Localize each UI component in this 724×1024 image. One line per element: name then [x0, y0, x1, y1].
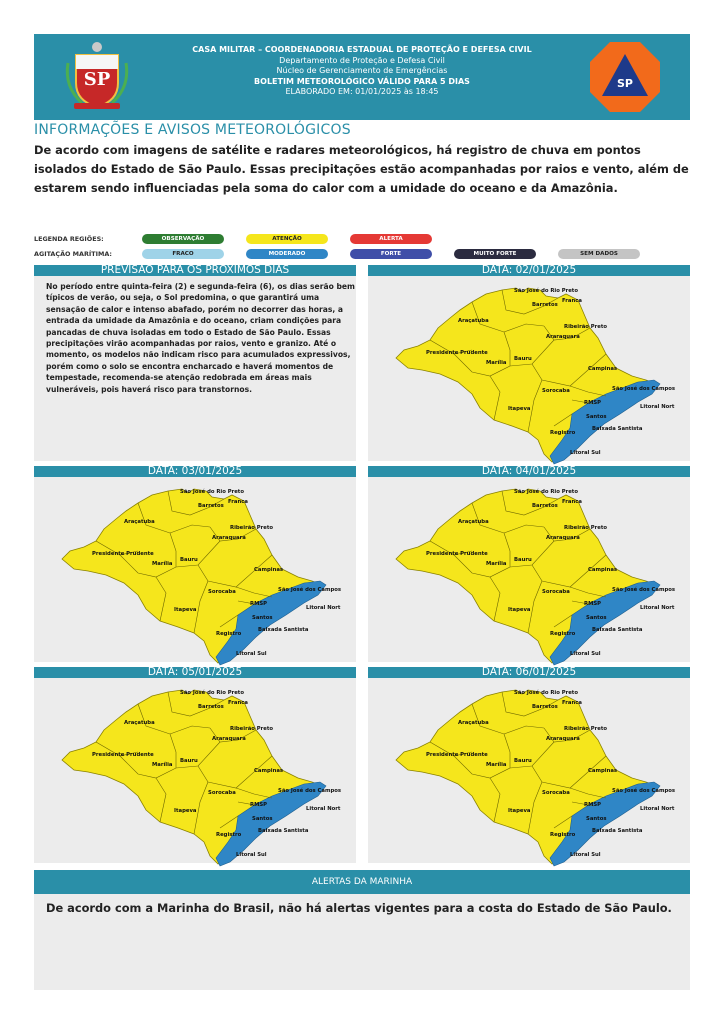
header-line-5: ELABORADO EM: 01/01/2025 às 18:45 [285, 87, 439, 96]
sp-map-day-3 [394, 481, 676, 666]
marinha-text: De acordo com a Marinha do Brasil, não há alertas vigentes para a costa do Estado de São Paulo. [46, 901, 672, 915]
map-label-araraquara: Araraquara [546, 535, 580, 541]
state-regions-fill [62, 489, 322, 663]
map-label-sorocaba: Sorocaba [208, 790, 236, 796]
map-label-registro: Registro [550, 430, 576, 436]
map-label-campinas: Campinas [588, 768, 618, 774]
sp-state-map-svg [394, 280, 676, 465]
map-label-aracatuba: Araçatuba [458, 519, 489, 525]
map-label-sjcampos: São José dos Campos [612, 788, 676, 794]
legend-muito-forte-pill: MUITO FORTE [454, 249, 536, 259]
legend-moderado-pill: MODERADO [246, 249, 328, 259]
map-label-sjcampos: São José dos Campos [612, 386, 676, 392]
map-label-aracatuba: Araçatuba [458, 318, 489, 324]
map-label-ribeirao: Ribeirão Preto [564, 324, 608, 330]
map-label-litnorte: Litoral Nort [640, 806, 675, 812]
map-label-campinas: Campinas [588, 366, 618, 372]
map-label-araraquara: Araraquara [212, 736, 246, 742]
map-label-bauru: Bauru [514, 557, 532, 563]
map-label-itapeva: Itapeva [174, 808, 197, 814]
map-label-pprudente: Presidente Prudente [426, 551, 488, 557]
map-date-bar-day-3: DATA: 04/01/2025 [368, 466, 690, 477]
forecast-title-bar: PREVISÃO PARA OS PRÓXIMOS DIAS [34, 265, 356, 276]
map-label-marilia: Marília [152, 762, 173, 768]
legend-sem-dados-pill: SEM DADOS [558, 249, 640, 259]
map-label-litsul: Litoral Sul [570, 651, 601, 657]
map-label-registro: Registro [550, 832, 576, 838]
legend-forte-pill: FORTE [350, 249, 432, 259]
forecast-text: No período entre quinta-feira (2) e segunda-feira (6), os dias serão bem típicos de verão, ou seja, o Sol predomina, o que garantirá uma sensação de calor e intenso abafado, porém no decorrer das horas, a entrada da umidade da Amazônia e do oceano, criam condições para pancadas de chuva isoladas em todo o Estado de São Paulo. Essas precipitações virão acompanhadas por raios, vento e granizo. Até o momento, os modelos não indicam risco para acumulados expressivos, porém como o solo se encontra encharcado e haverá momentos de tempestade, recomenda-se atenção redobrada em áreas mais vulneráveis, pois haverá risco para transtornos. [46, 282, 355, 394]
map-label-aracatuba: Araçatuba [124, 720, 155, 726]
header-line-4: BOLETIM METEOROLÓGICO VÁLIDO PARA 5 DIAS [254, 76, 470, 86]
map-label-bauru: Bauru [180, 758, 198, 764]
map-label-sjcampos: São José dos Campos [612, 587, 676, 593]
map-label-sjrp: São José do Rio Preto [514, 690, 578, 696]
map-label-santos: Santos [586, 414, 607, 420]
header-line-1: CASA MILITAR – COORDENADORIA ESTADUAL DE PROTEÇÃO E DEFESA CIVIL [192, 45, 532, 54]
map-label-ribeirao: Ribeirão Preto [230, 525, 274, 531]
legend-alerta-pill: ALERTA [350, 234, 432, 244]
legend-sea-label: AGITAÇÃO MARÍTIMA: [34, 250, 112, 258]
sp-map-day-2 [60, 481, 342, 666]
sp-map-day-1 [394, 280, 676, 465]
state-regions-fill [62, 690, 322, 864]
map-label-barretos: Barretos [532, 302, 558, 308]
map-label-marilia: Marília [486, 762, 507, 768]
map-label-itapeva: Itapeva [508, 808, 531, 814]
map-label-itapeva: Itapeva [508, 406, 531, 412]
map-label-araraquara: Araraquara [546, 334, 580, 340]
marinha-title-bar: ALERTAS DA MARINHA [34, 870, 690, 894]
map-label-pprudente: Presidente Prudente [92, 752, 154, 758]
map-label-baixada: Baixada Santista [592, 627, 643, 633]
map-date-bar-day-2: DATA: 03/01/2025 [34, 466, 356, 477]
map-label-baixada: Baixada Santista [258, 627, 309, 633]
sp-state-map-svg [394, 481, 676, 666]
map-label-sjcampos: São José dos Campos [278, 587, 342, 593]
sp-map-day-5 [394, 682, 676, 867]
sp-state-map-svg [60, 481, 342, 666]
map-label-itapeva: Itapeva [508, 607, 531, 613]
map-label-baixada: Baixada Santista [258, 828, 309, 834]
map-label-franca: Franca [228, 700, 248, 706]
sp-map-day-4 [60, 682, 342, 867]
state-regions-fill [396, 690, 656, 864]
map-label-campinas: Campinas [254, 567, 284, 573]
map-label-marilia: Marília [486, 561, 507, 567]
map-label-rmsp: RMSP [584, 802, 602, 808]
map-label-bauru: Bauru [180, 557, 198, 563]
map-label-araraquara: Araraquara [546, 736, 580, 742]
map-label-aracatuba: Araçatuba [458, 720, 489, 726]
map-label-pprudente: Presidente Prudente [426, 752, 488, 758]
legend-atencao-pill: ATENÇÃO [246, 234, 328, 244]
map-label-barretos: Barretos [532, 704, 558, 710]
map-label-sjcampos: São José dos Campos [278, 788, 342, 794]
map-label-litsul: Litoral Sul [570, 450, 601, 456]
legend-fraco-pill: FRACO [142, 249, 224, 259]
state-regions-fill [396, 288, 656, 462]
map-label-rmsp: RMSP [250, 601, 268, 607]
map-label-litnorte: Litoral Nort [640, 605, 675, 611]
map-label-sorocaba: Sorocaba [542, 388, 570, 394]
map-label-sjrp: São José do Rio Preto [514, 288, 578, 294]
map-label-litnorte: Litoral Nort [306, 605, 341, 611]
map-label-baixada: Baixada Santista [592, 828, 643, 834]
map-label-santos: Santos [586, 816, 607, 822]
map-label-ribeirao: Ribeirão Preto [230, 726, 274, 732]
map-label-litsul: Litoral Sul [236, 852, 267, 858]
map-label-barretos: Barretos [198, 503, 224, 509]
map-label-santos: Santos [252, 615, 273, 621]
map-label-sjrp: São José do Rio Preto [514, 489, 578, 495]
map-label-barretos: Barretos [198, 704, 224, 710]
header-line-3: Núcleo de Gerenciamento de Emergências [276, 66, 448, 75]
map-label-registro: Registro [550, 631, 576, 637]
legend-observacao-pill: OBSERVAÇÃO [142, 234, 224, 244]
map-label-registro: Registro [216, 631, 242, 637]
map-label-ribeirao: Ribeirão Preto [564, 726, 608, 732]
section-title: INFORMAÇÕES E AVISOS METEOROLÓGICOS [34, 122, 351, 138]
map-label-litsul: Litoral Sul [570, 852, 601, 858]
map-label-litnorte: Litoral Nort [640, 404, 675, 410]
map-label-bauru: Bauru [514, 356, 532, 362]
map-label-franca: Franca [562, 298, 582, 304]
map-label-sjrp: São José do Rio Preto [180, 690, 244, 696]
map-label-barretos: Barretos [532, 503, 558, 509]
map-label-rmsp: RMSP [250, 802, 268, 808]
map-label-rmsp: RMSP [584, 601, 602, 607]
map-label-litnorte: Litoral Nort [306, 806, 341, 812]
map-label-marilia: Marília [486, 360, 507, 366]
map-label-pprudente: Presidente Prudente [92, 551, 154, 557]
map-label-araraquara: Araraquara [212, 535, 246, 541]
map-label-sorocaba: Sorocaba [542, 790, 570, 796]
map-label-ribeirao: Ribeirão Preto [564, 525, 608, 531]
map-date-bar-day-1: DATA: 02/01/2025 [368, 265, 690, 276]
map-label-sorocaba: Sorocaba [542, 589, 570, 595]
sp-state-map-svg [394, 682, 676, 867]
defesa-civil-logo [588, 40, 662, 114]
map-label-bauru: Bauru [514, 758, 532, 764]
civil-logo-text: SP [617, 77, 633, 90]
map-label-pprudente: Presidente Prudente [426, 350, 488, 356]
header-line-2: Departamento de Proteção e Defesa Civil [279, 55, 445, 65]
legend-regions-label: LEGENDA REGIÕES: [34, 235, 104, 243]
intro-paragraph: De acordo com imagens de satélite e radares meteorológicos, há registro de chuva em pontos isolados do Estado de São Paulo. Essas precipitações estão acompanhadas por raios e vento, além de estarem sendo influenciadas pela soma do calor com a umidade do oceano e da Amazônia. [34, 143, 689, 195]
map-label-marilia: Marília [152, 561, 173, 567]
map-label-rmsp: RMSP [584, 400, 602, 406]
seal-logo-text: SP [83, 69, 111, 90]
sp-state-map-svg [60, 682, 342, 867]
state-regions-fill [396, 489, 656, 663]
sao-paulo-coat-of-arms-logo [64, 39, 130, 113]
map-label-baixada: Baixada Santista [592, 426, 643, 432]
map-label-sorocaba: Sorocaba [208, 589, 236, 595]
map-label-campinas: Campinas [254, 768, 284, 774]
map-label-santos: Santos [586, 615, 607, 621]
bulletin-header [34, 34, 690, 120]
map-date-bar-day-4: DATA: 05/01/2025 [34, 667, 356, 678]
map-label-itapeva: Itapeva [174, 607, 197, 613]
map-label-franca: Franca [562, 499, 582, 505]
map-date-bar-day-5: DATA: 06/01/2025 [368, 667, 690, 678]
map-label-litsul: Litoral Sul [236, 651, 267, 657]
map-label-registro: Registro [216, 832, 242, 838]
map-label-sjrp: São José do Rio Preto [180, 489, 244, 495]
map-label-campinas: Campinas [588, 567, 618, 573]
map-label-aracatuba: Araçatuba [124, 519, 155, 525]
map-label-franca: Franca [562, 700, 582, 706]
map-label-santos: Santos [252, 816, 273, 822]
map-label-franca: Franca [228, 499, 248, 505]
